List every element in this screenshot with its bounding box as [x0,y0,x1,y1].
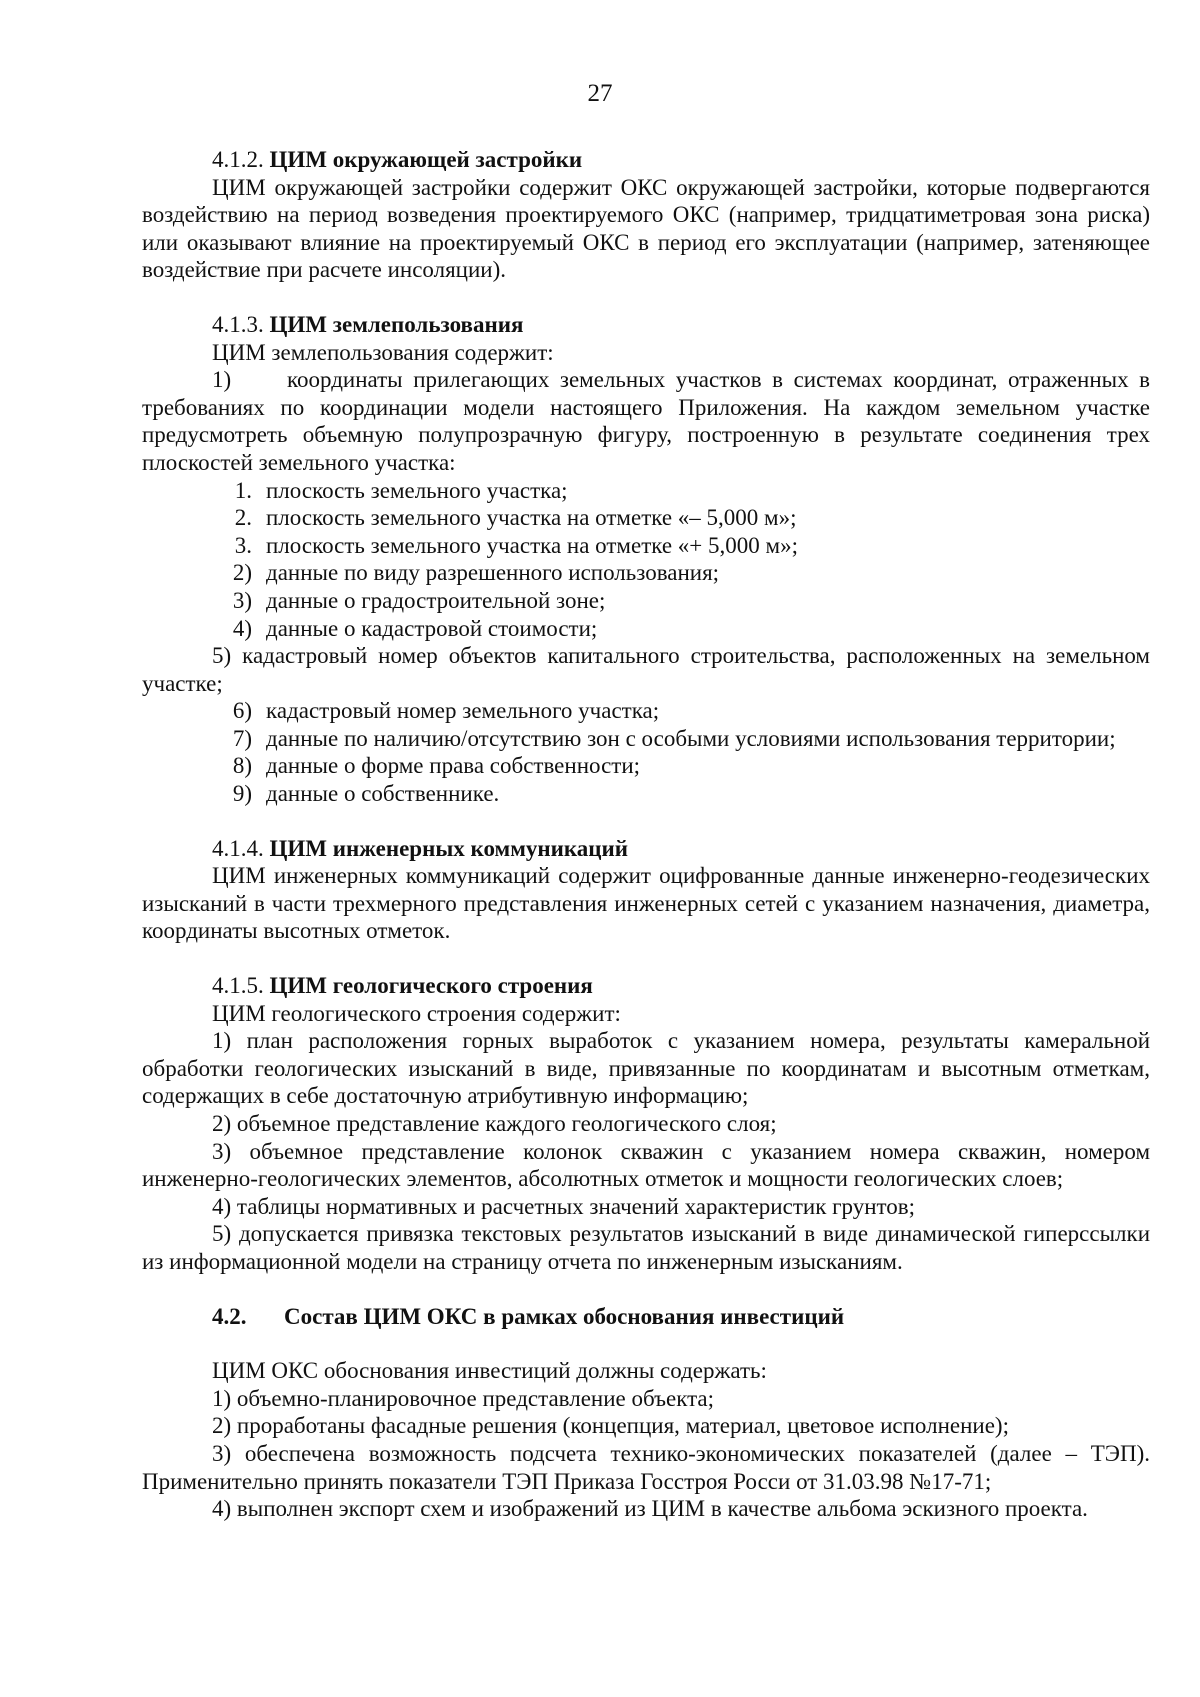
paragraph: ЦИМ окружающей застройки содержит ОКС окружающей застройки, которые подвергаются воздействию на период возведения проектируемого ОКС (например, тридцатиметровая зона риска) или оказывают влияние на проектируемый ОКС в период его эксплуатации (например, затеняющее воздействие при расчете инсоляции). [142,174,1150,283]
list-item: 4) таблицы нормативных и расчетных значений характеристик грунтов; [212,1193,916,1219]
spacer [142,808,1150,835]
section-heading [142,311,1150,339]
paragraph: ЦИМ землепользования содержит: [212,339,554,365]
page-number: 27 [587,80,613,107]
list-item: 1) план расположения горных выработок с указанием номера, результаты камеральной обработки геологических изысканий в виде, привязанные по координатам и высотным отметкам, содержащих в себе достаточную атрибутивную информацию; [142,1028,1150,1109]
section-number: 4.1.2. [212,147,264,172]
section-4-1-2 [142,146,1150,284]
section-title: Состав ЦИМ ОКС в рамках обоснования инвестиций [284,1303,845,1329]
sub-list [142,697,1150,807]
list-item [142,780,1150,808]
section-title: ЦИМ инженерных коммуникаций [269,835,629,861]
list-item: 2) проработаны фасадные решения (концепция, материал, цветовое исполнение); [212,1413,1009,1439]
list-item [142,504,1150,532]
list-item [142,615,1150,643]
list-item-text: плоскость земельного участка; [266,477,568,503]
list-item: 4) выполнен экспорт схем и изображений из ЦИМ в качестве альбома эскизного проекта. [212,1496,1088,1522]
list-item [142,366,1150,476]
section-4-1-5 [142,972,1150,1276]
list-item: 3) объемное представление колонок скважин с указанием номера скважин, номером инженерно-геологических элементов, абсолютных отметок и мощности геологических слоев; [142,1138,1150,1192]
list-item-text: данные по виду разрешенного использования; [266,560,720,586]
list-item [142,559,1150,587]
list-item-text: кадастровый номер земельного участка; [266,698,660,724]
section-number: 4.1.5. [212,973,264,999]
section-heading [142,146,1150,174]
list-item-number: 9) [232,781,252,807]
list-item-number: 8) [232,753,252,779]
paragraph: ЦИМ инженерных коммуникаций содержит оцифрованные данные инженерно-геодезических изысканий в части трехмерного представления инженерных сетей с указанием назначения, диаметра, координаты высотных отметок. [142,863,1150,944]
paragraph: ЦИМ геологического строения содержит: [212,1000,621,1026]
section-4-1-3 [142,311,1150,808]
list-item-text: данные о форме права собственности; [266,753,641,779]
list-item-text: данные о кадастровой стоимости; [266,615,598,641]
section-heading [142,835,1150,863]
list-item-number: 1) [212,367,232,393]
spacer [142,1276,1150,1303]
list-item-number: 2) [232,560,252,586]
section-title: ЦИМ землепользования [269,311,524,337]
list-item-text: плоскость земельного участка на отметке «+ 5,000 м»; [266,532,798,558]
list-item [142,477,1150,505]
list-item-text: плоскость земельного участка на отметке «– 5,000 м»; [266,505,797,531]
list-item-number: 4) [232,615,252,641]
list-item-number: 3. [234,532,252,558]
section-number: 4.1.3. [212,311,264,337]
list-item-text: координаты прилегающих земельных участков в системах координат, отраженных в требованиях по координации модели настоящего Приложения. На каждом земельном участке предусмотреть объемную полупрозрачную фигуру, построенную в результате соединения трех плоскостей земельного участка: [142,367,1150,475]
section-4-2 [142,1303,1150,1523]
section-title: ЦИМ окружающей застройки [269,147,583,172]
list-item-number: 6) [232,698,252,724]
page-content [142,146,1150,1523]
list-item [142,752,1150,780]
list-item [142,725,1150,753]
list-item: 3) обеспечена возможность подсчета технико-экономических показателей (далее – ТЭП). Применительно принять показатели ТЭП Приказа Госстроя Росси от 31.03.98 №17-71; [142,1440,1150,1494]
paragraph: ЦИМ ОКС обоснования инвестиций должны содержать: [212,1358,767,1384]
list-item-text: данные о собственнике. [266,781,500,807]
list-item-number: 3) [232,587,252,613]
sub-list [142,477,1150,643]
list-item [142,697,1150,725]
list-item: 1) объемно-планировочное представление объекта; [212,1385,715,1411]
list-item-number: 1. [234,477,252,503]
list-item: 2) объемное представление каждого геологического слоя; [212,1111,777,1136]
list-item: 5) кадастровый номер объектов капитального строительства, расположенных на земельном участке; [142,643,1150,696]
section-title: ЦИМ геологического строения [269,973,593,999]
section-heading [142,1303,1150,1331]
section-number: 4.2. [212,1303,247,1329]
spacer [142,1330,1150,1357]
list-item: 5) допускается привязка текстовых результатов изысканий в виде динамической гиперссылки из информационной модели на страницу отчета по инженерным изысканиям. [142,1221,1150,1274]
list-item-number: 2. [234,505,252,531]
list-item-text: данные о градостроительной зоне; [266,587,606,613]
list-item [142,587,1150,615]
spacer [142,284,1150,311]
section-4-1-4 [142,835,1150,945]
list-item-text: данные по наличию/отсутствию зон с особыми условиями использования территории; [266,725,1116,751]
section-number: 4.1.4. [212,835,264,861]
section-heading [142,972,1150,1000]
list-item [142,532,1150,560]
list-item-number: 7) [232,725,252,751]
spacer [142,945,1150,972]
